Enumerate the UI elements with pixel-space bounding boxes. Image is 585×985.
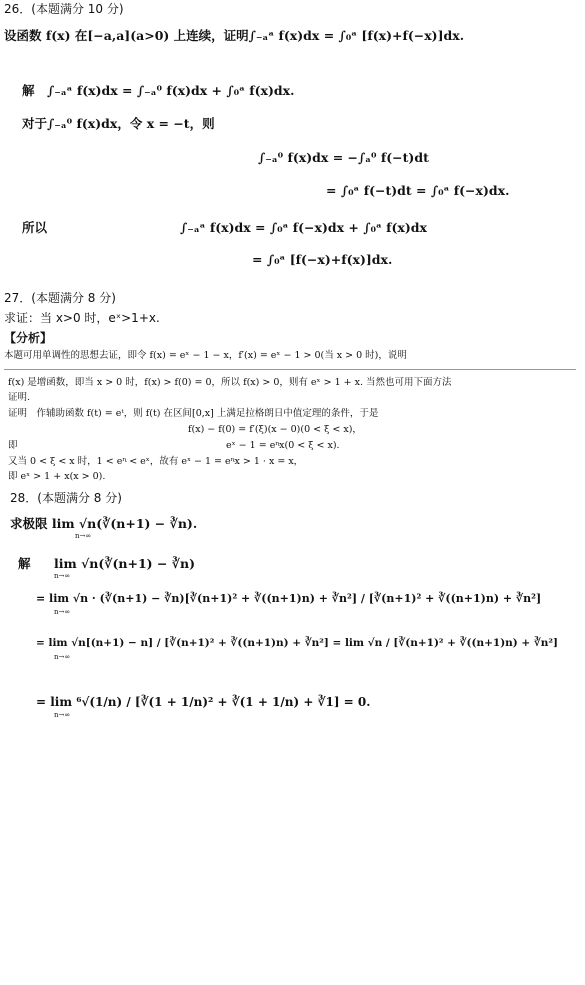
problem-27-proof-line-2: f(x) − f(0) = f′(ξ)(x − 0)(0 < ξ < x)， — [188, 424, 362, 435]
problem-28-solution-line-3: = lim √n[(n+1) − n] / [∛(n+1)² + ∛((n+1)n) + ∛n²] = lim √n / [∛(n+1)² + ∛((n+1)n) + ∛n²] — [36, 637, 558, 649]
problem-28-statement: 求极限 lim √n(∛(n+1) − ∛n). — [10, 516, 198, 531]
problem-26-solution-line-6: ∫₋ₐᵃ f(x)dx = ∫₀ᵃ f(−x)dx + ∫₀ᵃ f(x)dx — [180, 220, 427, 235]
problem-26-solution-line-4: = ∫₀ᵃ f(−t)dt = ∫₀ᵃ f(−x)dx. — [326, 183, 510, 198]
problem-28-limit-subscript-2: n→∞ — [54, 608, 71, 616]
problem-26-solution-line-2: 对于∫₋ₐ⁰ f(x)dx，令 x = −t，则 — [22, 116, 215, 131]
problem-28-solution-line-4: = lim ⁶√(1/n) / [∛(1 + 1/n)² + ∛(1 + 1/n) + ∛1] = 0. — [36, 695, 371, 709]
problem-26-solution-line-5: 所以 — [22, 220, 48, 235]
problem-28-solution-label: 解 — [18, 556, 31, 571]
problem-26-solution-line-3: ∫₋ₐ⁰ f(x)dx = −∫ₐ⁰ f(−t)dt — [258, 150, 429, 165]
problem-27-statement: 求证：当 x>0 时，eˣ>1+x. — [4, 311, 160, 325]
problem-27-analysis-label: 【分析】 — [4, 331, 53, 345]
problem-28-limit-subscript-4: n→∞ — [54, 711, 71, 719]
problem-27-title: 27．(本题满分 8 分) — [4, 291, 116, 305]
problem-27-analysis-line-1: 本题可用单调性的思想去证，即令 f(x) = eˣ − 1 − x，f′(x) = eˣ − 1 > 0(当 x > 0 时)，说明 — [4, 350, 407, 361]
problem-26-solution-line-1: 解 ∫₋ₐᵃ f(x)dx = ∫₋ₐ⁰ f(x)dx + ∫₀ᵃ f(x)dx. — [22, 83, 295, 98]
problem-26-statement: 设函数 f(x) 在[−a,a](a>0) 上连续，证明∫₋ₐᵃ f(x)dx = ∫₀ᵃ [f(x)+f(−x)]dx. — [4, 28, 465, 43]
problem-28-solution-line-2: = lim √n · (∛(n+1) − ∛n)[∛(n+1)² + ∛((n+1)n) + ∛n²] / [∛(n+1)² + ∛((n+1)n) + ∛n²] — [36, 592, 542, 605]
problem-26-title: 26．(本题满分 10 分) — [4, 2, 124, 16]
problem-28-limit-subscript-1: n→∞ — [54, 572, 71, 580]
problem-27-proof-line-4: eˣ − 1 = eᶯx(0 < ξ < x). — [226, 440, 340, 451]
problem-27-proof-line-3: 即 — [8, 440, 18, 451]
problem-27-analysis-line-2: f(x) 是增函数，即当 x > 0 时，f(x) > f(0) = 0，所以 f(x) > 0，则有 eˣ > 1 + x. 当然也可用下面方法 — [8, 377, 452, 388]
divider — [4, 369, 576, 370]
problem-27-proof-line-6: 即 eˣ > 1 + x(x > 0). — [8, 471, 106, 482]
problem-26-solution-line-7: = ∫₀ᵃ [f(−x)+f(x)]dx. — [252, 252, 393, 267]
problem-27-proof-line-1: 证明 作辅助函数 f(t) = eᵗ，则 f(t) 在区间[0,x] 上满足拉格朗日中值定理的条件，于是 — [8, 408, 379, 419]
problem-28-statement-limit-subscript: n→∞ — [75, 532, 92, 540]
problem-27-analysis-line-3: 证明. — [8, 392, 31, 403]
problem-27-proof-line-5: 又当 0 < ξ < x 时，1 < eᶯ < eˣ，故有 eˣ − 1 = eᶯx > 1 · x = x， — [8, 456, 304, 467]
problem-28-title: 28．(本题满分 8 分) — [10, 491, 122, 505]
problem-28-limit-subscript-3: n→∞ — [54, 653, 71, 661]
problem-28-solution-line-1: lim √n(∛(n+1) − ∛n) — [54, 556, 195, 571]
